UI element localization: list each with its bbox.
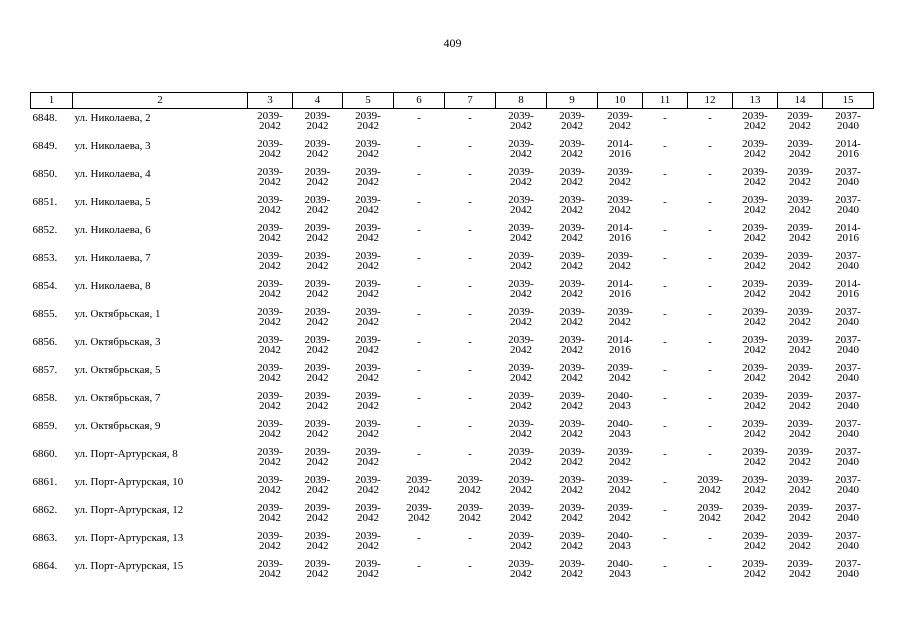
table-row [31, 168, 874, 196]
period-cell-col-4: 2039- 2042 [304, 194, 331, 216]
period-cell-col-7: - [468, 420, 472, 432]
row-number: 6848. [32, 112, 58, 124]
period-cell-col-5: 2039- 2042 [355, 362, 381, 384]
row-number: 6862. [32, 504, 58, 516]
address-cell: ул. Николаева, 3 [74, 140, 151, 152]
period-cell-col-3: 2039- 2042 [257, 334, 283, 356]
period-cell-col-11: - [663, 224, 667, 236]
period-cell-col-11: - [663, 336, 667, 348]
address-cell: ул. Николаева, 2 [74, 112, 151, 124]
period-cell-col-15: 2037- 2040 [835, 530, 861, 552]
period-cell-col-14: 2039- 2042 [787, 110, 813, 132]
table-row [31, 224, 874, 252]
period-cell-col-9: 2039- 2042 [559, 558, 585, 580]
period-cell-col-6: - [417, 448, 421, 460]
period-cell-col-12: 2039- 2042 [697, 502, 723, 524]
period-cell-col-3: 2039- 2042 [257, 166, 283, 188]
address-cell: ул. Николаева, 7 [74, 252, 151, 264]
period-cell-col-9: 2039- 2042 [559, 362, 585, 384]
column-header-11: 11 [643, 93, 688, 109]
period-cell-col-4: 2039- 2042 [304, 558, 331, 580]
table-row [31, 364, 874, 392]
period-cell-col-10: 2039- 2042 [607, 166, 633, 188]
period-cell-col-12: - [708, 308, 712, 320]
period-cell-col-5: 2039- 2042 [355, 418, 381, 440]
period-cell-col-9: 2039- 2042 [559, 474, 585, 496]
period-cell-col-6: - [417, 168, 421, 180]
period-cell-col-6: - [417, 280, 421, 292]
period-cell-col-6: - [417, 140, 421, 152]
period-cell-col-8: 2039- 2042 [508, 194, 534, 216]
period-cell-col-14: 2039- 2042 [787, 362, 813, 384]
column-header-1: 1 [31, 93, 73, 109]
period-cell-col-6: 2039- 2042 [406, 502, 432, 524]
column-header-5: 5 [343, 93, 394, 109]
period-cell-col-12: - [708, 140, 712, 152]
period-cell-col-5: 2039- 2042 [355, 166, 381, 188]
period-cell-col-3: 2039- 2042 [257, 278, 283, 300]
period-cell-col-12: - [708, 364, 712, 376]
column-header-13: 13 [733, 93, 778, 109]
period-cell-col-8: 2039- 2042 [508, 110, 534, 132]
period-cell-col-8: 2039- 2042 [508, 278, 534, 300]
period-cell-col-7: - [468, 448, 472, 460]
period-cell-col-11: - [663, 532, 667, 544]
period-cell-col-6: - [417, 560, 421, 572]
period-cell-col-3: 2039- 2042 [257, 222, 283, 244]
column-header-10: 10 [598, 93, 643, 109]
address-cell: ул. Октябрьская, 3 [74, 336, 161, 348]
period-cell-col-4: 2039- 2042 [304, 502, 331, 524]
period-cell-col-15: 2037- 2040 [835, 502, 861, 524]
period-cell-col-8: 2039- 2042 [508, 474, 534, 496]
period-cell-col-10: 2039- 2042 [607, 110, 633, 132]
row-number: 6863. [32, 532, 58, 544]
period-cell-col-3: 2039- 2042 [257, 306, 283, 328]
period-cell-col-6: - [417, 364, 421, 376]
period-cell-col-14: 2039- 2042 [787, 250, 813, 272]
column-header-12: 12 [688, 93, 733, 109]
period-cell-col-10: 2039- 2042 [607, 502, 633, 524]
period-cell-col-6: - [417, 420, 421, 432]
period-cell-col-11: - [663, 308, 667, 320]
period-cell-col-11: - [663, 448, 667, 460]
table-row [31, 476, 874, 504]
period-cell-col-4: 2039- 2042 [304, 278, 331, 300]
period-cell-col-14: 2039- 2042 [787, 390, 813, 412]
period-cell-col-10: 2014- 2016 [607, 278, 633, 300]
period-cell-col-9: 2039- 2042 [559, 110, 585, 132]
period-cell-col-9: 2039- 2042 [559, 166, 585, 188]
address-cell: ул. Октябрьская, 5 [74, 364, 161, 376]
period-cell-col-13: 2039- 2042 [742, 530, 768, 552]
period-cell-col-12: - [708, 532, 712, 544]
period-cell-col-4: 2039- 2042 [304, 166, 331, 188]
period-cell-col-12: - [708, 280, 712, 292]
period-cell-col-14: 2039- 2042 [787, 194, 813, 216]
period-cell-col-11: - [663, 112, 667, 124]
period-cell-col-14: 2039- 2042 [787, 446, 813, 468]
period-cell-col-7: - [468, 140, 472, 152]
period-cell-col-9: 2039- 2042 [559, 418, 585, 440]
period-cell-col-4: 2039- 2042 [304, 530, 331, 552]
period-cell-col-5: 2039- 2042 [355, 138, 381, 160]
period-cell-col-14: 2039- 2042 [787, 138, 813, 160]
address-cell: ул. Порт-Артурская, 10 [74, 476, 184, 488]
period-cell-col-10: 2039- 2042 [607, 362, 633, 384]
period-cell-col-10: 2014- 2016 [607, 334, 633, 356]
table-body [31, 109, 874, 589]
period-cell-col-9: 2039- 2042 [559, 194, 585, 216]
period-cell-col-14: 2039- 2042 [787, 474, 813, 496]
period-cell-col-8: 2039- 2042 [508, 334, 534, 356]
period-cell-col-5: 2039- 2042 [355, 250, 381, 272]
period-cell-col-8: 2039- 2042 [508, 446, 534, 468]
period-cell-col-9: 2039- 2042 [559, 138, 585, 160]
period-cell-col-12: - [708, 392, 712, 404]
period-cell-col-5: 2039- 2042 [355, 530, 381, 552]
address-cell: ул. Николаева, 6 [74, 224, 151, 236]
row-number: 6859. [32, 420, 58, 432]
period-cell-col-13: 2039- 2042 [742, 194, 768, 216]
period-cell-col-4: 2039- 2042 [304, 362, 331, 384]
period-cell-col-10: 2039- 2042 [607, 474, 633, 496]
period-cell-col-13: 2039- 2042 [742, 278, 768, 300]
period-cell-col-7: - [468, 560, 472, 572]
address-cell: ул. Октябрьская, 7 [74, 392, 161, 404]
period-cell-col-14: 2039- 2042 [787, 222, 813, 244]
period-cell-col-8: 2039- 2042 [508, 166, 534, 188]
period-cell-col-12: - [708, 112, 712, 124]
period-cell-col-4: 2039- 2042 [304, 446, 331, 468]
period-cell-col-9: 2039- 2042 [559, 278, 585, 300]
row-number: 6858. [32, 392, 58, 404]
period-cell-col-13: 2039- 2042 [742, 474, 768, 496]
period-cell-col-15: 2037- 2040 [835, 418, 861, 440]
period-cell-col-13: 2039- 2042 [742, 418, 768, 440]
table-row [31, 140, 874, 168]
period-cell-col-5: 2039- 2042 [355, 558, 381, 580]
row-number: 6855. [32, 308, 58, 320]
period-cell-col-8: 2039- 2042 [508, 418, 534, 440]
column-header-15: 15 [823, 93, 874, 109]
period-cell-col-4: 2039- 2042 [304, 418, 331, 440]
period-cell-col-6: - [417, 252, 421, 264]
period-cell-col-14: 2039- 2042 [787, 166, 813, 188]
period-cell-col-3: 2039- 2042 [257, 474, 283, 496]
address-cell: ул. Порт-Артурская, 8 [74, 448, 178, 460]
period-cell-col-6: - [417, 392, 421, 404]
period-cell-col-7: - [468, 196, 472, 208]
period-cell-col-11: - [663, 392, 667, 404]
address-cell: ул. Николаева, 5 [74, 196, 151, 208]
table-row [31, 504, 874, 532]
period-cell-col-14: 2039- 2042 [787, 502, 813, 524]
period-cell-col-15: 2014- 2016 [835, 278, 861, 300]
period-cell-col-15: 2037- 2040 [835, 474, 861, 496]
column-header-2: 2 [73, 93, 248, 109]
period-cell-col-9: 2039- 2042 [559, 334, 585, 356]
column-header-7: 7 [445, 93, 496, 109]
period-cell-col-13: 2039- 2042 [742, 446, 768, 468]
period-cell-col-7: - [468, 168, 472, 180]
period-cell-col-10: 2039- 2042 [607, 306, 633, 328]
period-cell-col-11: - [663, 168, 667, 180]
period-cell-col-15: 2037- 2040 [835, 110, 861, 132]
period-cell-col-10: 2039- 2042 [607, 446, 633, 468]
period-cell-col-15: 2037- 2040 [835, 250, 861, 272]
period-cell-col-15: 2037- 2040 [835, 306, 861, 328]
period-cell-col-11: - [663, 476, 667, 488]
row-number: 6861. [32, 476, 58, 488]
period-cell-col-6: - [417, 532, 421, 544]
period-cell-col-12: - [708, 196, 712, 208]
row-number: 6854. [32, 280, 58, 292]
row-number: 6853. [32, 252, 58, 264]
period-cell-col-4: 2039- 2042 [304, 306, 331, 328]
period-cell-col-14: 2039- 2042 [787, 334, 813, 356]
period-cell-col-3: 2039- 2042 [257, 446, 283, 468]
period-cell-col-10: 2040- 2043 [607, 418, 633, 440]
table-row [31, 280, 874, 308]
table-row [31, 420, 874, 448]
column-header-4: 4 [293, 93, 343, 109]
table-row [31, 532, 874, 560]
period-cell-col-15: 2037- 2040 [835, 558, 861, 580]
period-cell-col-15: 2037- 2040 [835, 334, 861, 356]
period-cell-col-10: 2039- 2042 [607, 250, 633, 272]
period-cell-col-10: 2040- 2043 [607, 558, 633, 580]
period-cell-col-3: 2039- 2042 [257, 362, 283, 384]
address-cell: ул. Николаева, 4 [74, 168, 151, 180]
period-cell-col-3: 2039- 2042 [257, 558, 283, 580]
period-cell-col-11: - [663, 280, 667, 292]
period-cell-col-15: 2037- 2040 [835, 446, 861, 468]
period-cell-col-13: 2039- 2042 [742, 362, 768, 384]
period-cell-col-4: 2039- 2042 [304, 334, 331, 356]
period-cell-col-14: 2039- 2042 [787, 530, 813, 552]
period-cell-col-8: 2039- 2042 [508, 250, 534, 272]
row-number: 6856. [32, 336, 58, 348]
period-cell-col-15: 2014- 2016 [835, 138, 861, 160]
row-number: 6850. [32, 168, 58, 180]
period-cell-col-9: 2039- 2042 [559, 530, 585, 552]
period-cell-col-13: 2039- 2042 [742, 166, 768, 188]
period-cell-col-7: - [468, 532, 472, 544]
period-cell-col-6: - [417, 224, 421, 236]
period-cell-col-7: - [468, 224, 472, 236]
period-cell-col-9: 2039- 2042 [559, 390, 585, 412]
period-cell-col-12: - [708, 224, 712, 236]
period-cell-col-10: 2040- 2043 [607, 530, 633, 552]
row-number: 6851. [32, 196, 58, 208]
period-cell-col-12: - [708, 336, 712, 348]
period-cell-col-9: 2039- 2042 [559, 306, 585, 328]
period-cell-col-8: 2039- 2042 [508, 502, 534, 524]
period-cell-col-5: 2039- 2042 [355, 334, 381, 356]
period-cell-col-12: - [708, 420, 712, 432]
period-cell-col-12: - [708, 448, 712, 460]
period-cell-col-8: 2039- 2042 [508, 306, 534, 328]
period-cell-col-7: - [468, 336, 472, 348]
period-cell-col-11: - [663, 420, 667, 432]
period-cell-col-3: 2039- 2042 [257, 194, 283, 216]
period-cell-col-8: 2039- 2042 [508, 558, 534, 580]
period-cell-col-10: 2014- 2016 [607, 138, 633, 160]
address-cell: ул. Порт-Артурская, 12 [74, 504, 184, 516]
table-row [31, 448, 874, 476]
period-cell-col-15: 2037- 2040 [835, 166, 861, 188]
period-cell-col-3: 2039- 2042 [257, 390, 283, 412]
row-number: 6852. [32, 224, 58, 236]
period-cell-col-5: 2039- 2042 [355, 222, 381, 244]
period-cell-col-4: 2039- 2042 [304, 222, 331, 244]
table-row [31, 392, 874, 420]
row-number: 6857. [32, 364, 58, 376]
period-cell-col-11: - [663, 196, 667, 208]
period-cell-col-3: 2039- 2042 [257, 502, 283, 524]
period-cell-col-6: - [417, 308, 421, 320]
period-cell-col-5: 2039- 2042 [355, 446, 381, 468]
period-cell-col-12: 2039- 2042 [697, 474, 723, 496]
row-number: 6849. [32, 140, 58, 152]
page-number: 409 [443, 36, 462, 50]
period-cell-col-7: - [468, 112, 472, 124]
period-cell-col-6: 2039- 2042 [406, 474, 432, 496]
period-cell-col-13: 2039- 2042 [742, 222, 768, 244]
address-cell: ул. Порт-Артурская, 13 [74, 532, 184, 544]
period-cell-col-13: 2039- 2042 [742, 558, 768, 580]
table-row [31, 109, 874, 141]
period-cell-col-3: 2039- 2042 [257, 530, 283, 552]
period-cell-col-5: 2039- 2042 [355, 194, 381, 216]
period-cell-col-7: - [468, 308, 472, 320]
table-row [31, 336, 874, 364]
period-cell-col-9: 2039- 2042 [559, 446, 585, 468]
period-cell-col-9: 2039- 2042 [559, 502, 585, 524]
column-header-3: 3 [248, 93, 293, 109]
period-cell-col-7: 2039- 2042 [457, 474, 483, 496]
period-cell-col-3: 2039- 2042 [257, 110, 283, 132]
header-row [31, 93, 874, 109]
address-cell: ул. Октябрьская, 9 [74, 420, 161, 432]
period-cell-col-13: 2039- 2042 [742, 502, 768, 524]
period-cell-col-11: - [663, 252, 667, 264]
period-cell-col-7: - [468, 252, 472, 264]
period-cell-col-15: 2037- 2040 [835, 362, 861, 384]
period-cell-col-4: 2039- 2042 [304, 390, 331, 412]
period-cell-col-4: 2039- 2042 [304, 138, 331, 160]
table-row [31, 308, 874, 336]
period-cell-col-3: 2039- 2042 [257, 250, 283, 272]
period-cell-col-5: 2039- 2042 [355, 474, 381, 496]
period-cell-col-14: 2039- 2042 [787, 278, 813, 300]
address-cell: ул. Николаева, 8 [74, 280, 151, 292]
period-cell-col-13: 2039- 2042 [742, 390, 768, 412]
address-cell: ул. Октябрьская, 1 [74, 308, 161, 320]
period-cell-col-6: - [417, 336, 421, 348]
address-cell: ул. Порт-Артурская, 15 [74, 560, 184, 572]
period-cell-col-4: 2039- 2042 [304, 250, 331, 272]
period-cell-col-5: 2039- 2042 [355, 110, 381, 132]
period-cell-col-5: 2039- 2042 [355, 278, 381, 300]
period-cell-col-9: 2039- 2042 [559, 250, 585, 272]
period-cell-col-14: 2039- 2042 [787, 306, 813, 328]
period-cell-col-14: 2039- 2042 [787, 558, 813, 580]
table-row [31, 196, 874, 224]
period-cell-col-7: - [468, 364, 472, 376]
period-cell-col-8: 2039- 2042 [508, 530, 534, 552]
period-cell-col-7: - [468, 392, 472, 404]
period-cell-col-7: 2039- 2042 [457, 502, 483, 524]
period-cell-col-13: 2039- 2042 [742, 334, 768, 356]
period-cell-col-11: - [663, 504, 667, 516]
period-cell-col-6: - [417, 112, 421, 124]
period-cell-col-8: 2039- 2042 [508, 362, 534, 384]
period-cell-col-15: 2037- 2040 [835, 390, 861, 412]
period-cell-col-12: - [708, 560, 712, 572]
period-cell-col-13: 2039- 2042 [742, 306, 768, 328]
period-cell-col-3: 2039- 2042 [257, 418, 283, 440]
period-cell-col-8: 2039- 2042 [508, 138, 534, 160]
period-cell-col-13: 2039- 2042 [742, 110, 768, 132]
period-cell-col-10: 2014- 2016 [607, 222, 633, 244]
period-cell-col-3: 2039- 2042 [257, 138, 283, 160]
period-cell-col-5: 2039- 2042 [355, 390, 381, 412]
period-cell-col-13: 2039- 2042 [742, 138, 768, 160]
period-cell-col-15: 2014- 2016 [835, 222, 861, 244]
period-cell-col-4: 2039- 2042 [304, 110, 331, 132]
column-header-6: 6 [394, 93, 445, 109]
period-cell-col-11: - [663, 140, 667, 152]
table-row [31, 560, 874, 588]
period-cell-col-8: 2039- 2042 [508, 390, 534, 412]
row-number: 6860. [32, 448, 58, 460]
period-cell-col-11: - [663, 560, 667, 572]
period-cell-col-5: 2039- 2042 [355, 502, 381, 524]
period-cell-col-14: 2039- 2042 [787, 418, 813, 440]
column-header-9: 9 [547, 93, 598, 109]
period-cell-col-10: 2040- 2043 [607, 390, 633, 412]
period-cell-col-13: 2039- 2042 [742, 250, 768, 272]
period-cell-col-10: 2039- 2042 [607, 194, 633, 216]
period-cell-col-12: - [708, 252, 712, 264]
period-cell-col-4: 2039- 2042 [304, 474, 331, 496]
period-cell-col-11: - [663, 364, 667, 376]
column-header-8: 8 [496, 93, 547, 109]
period-cell-col-9: 2039- 2042 [559, 222, 585, 244]
period-cell-col-12: - [708, 168, 712, 180]
column-header-14: 14 [778, 93, 823, 109]
row-number: 6864. [32, 560, 58, 572]
period-cell-col-8: 2039- 2042 [508, 222, 534, 244]
table-row [31, 252, 874, 280]
period-cell-col-6: - [417, 196, 421, 208]
period-cell-col-7: - [468, 280, 472, 292]
period-cell-col-15: 2037- 2040 [835, 194, 861, 216]
period-cell-col-5: 2039- 2042 [355, 306, 381, 328]
data-table [30, 92, 874, 588]
